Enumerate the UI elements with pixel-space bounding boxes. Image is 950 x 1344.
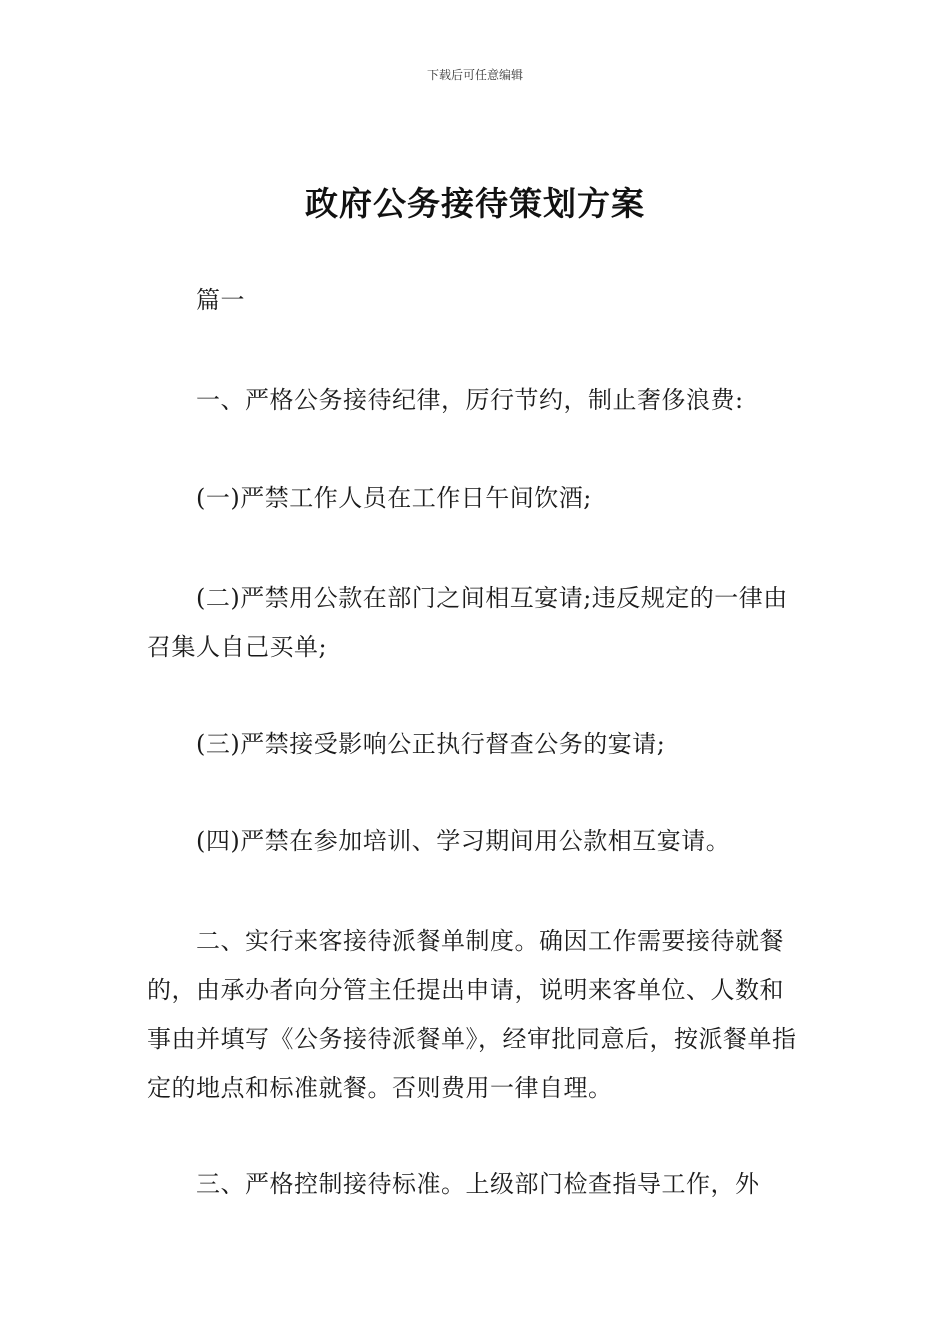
paragraph-rule-3: 三、严格控制接待标准。上级部门检查指导工作，外: [196, 1170, 760, 1198]
paragraph-item-3: (三)严禁接受影响公正执行督查公务的宴请;: [196, 730, 666, 758]
paragraph-item-1: (一)严禁工作人员在工作日午间饮酒;: [196, 484, 592, 512]
paragraph-item-2: (二)严禁用公款在部门之间相互宴请;违反规定的一律由召集人自己买单;: [147, 584, 788, 661]
page-header-note: 下载后可任意编辑: [426, 68, 523, 82]
paragraph-rule-1: 一、严格公务接待纪律，厉行节约，制止奢侈浪费:: [196, 386, 744, 414]
document-title: 政府公务接待策划方案: [305, 184, 645, 223]
paragraph-item-4: (四)严禁在参加培训、学习期间用公款相互宴请。: [196, 827, 731, 855]
paragraph-rule-2: 二、实行来客接待派餐单制度。确因工作需要接待就餐的，由承办者向分管主任提出申请，说明来客单位、人数和事由并填写《公务接待派餐单》，经审批同意后，按派餐单指定的地点和标准就餐。否则费用一律自理。: [147, 927, 797, 1102]
section-label: 篇一: [196, 286, 245, 314]
